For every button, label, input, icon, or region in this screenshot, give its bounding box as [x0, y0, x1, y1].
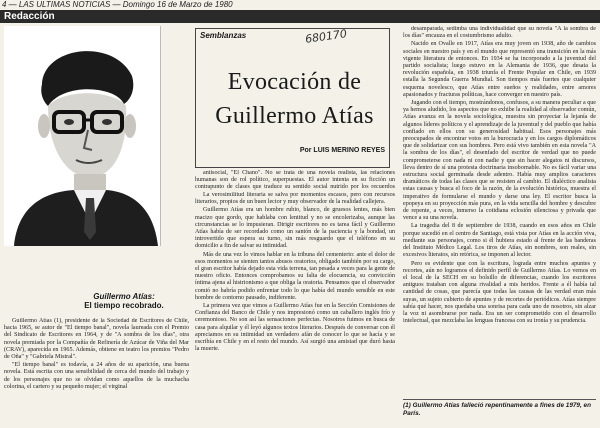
portrait-illustration	[4, 26, 160, 246]
section-header: Redacción	[0, 10, 600, 23]
paragraph: "El tiempo banal" es todavía, a 24 años de su aparición, una buena novela. Está escrita con una sensibilidad de cerca del mundo del trabajo y de los personajes que no se olvidan como aquellos de la muchacha colorina, el cartero y su pequeño mujer; el virginal	[4, 362, 189, 390]
portrait-photo	[4, 26, 161, 246]
article-byline: Por LUIS MERINO REYES	[299, 147, 385, 154]
paragraph: Pero es evidente que con la escritura, lograda entre muchos apuntes y recortes, aún no logramos el definido perfil de Guillermo Atías. Lo vemos en el local de la SECH en su bolsillo de diferencias, cuando los escritores antiguos trataban con alguna rivalidad a mis heridos. Frente a él había tal cantidad de cosas, que parecía que todas las causas de las verdad eran más suyas, un sujeto cubierto de apuntes y de recortes de periódicos. Atías siempre sabía qué hacer, nos quedaba una sonrisa para cada uno de nosotros, sin alzar la voz ni asombrarse por nada. Era un ser comprometido con el desarrollo intelectual, que mezclaba las lenguas francesa con su ironía y su prudencia.	[403, 260, 596, 325]
paragraph: Más de una vez lo vimos hablar en la tribuna del cementerio: ante el dolor de esos momentos se sienten tantos abusos oratorios, obligado también por su cargo, el gran escritor había dejado esta vida terrena, tan pesada a veces para la gente de nuestro oficio. Entonces comprobamos su falta de elocuencia, su convicción íntima ajena al histrionismo a que obliga la oratoria. Pensamos que el observador comió no habría podido enfrentar todo lo que había del mundo sensible en este hombre de contorno pausado, indiferente.	[195, 251, 395, 301]
paragraph: antisocial, "El Chano". No se trata de una novela realista, las relaciones humanas son de rol político, superpuestas. El autor intenta en su ficción un contrapunto de clases que traduce su sentido social nutrido por los recuerdos	[195, 170, 395, 190]
paragraph: Jugando con el tiempo, mostrándonos, confusos, a su manera peculiar a que ya hemos aludido, los aspectos que no exhibe la realidad al observador común, Atías avanza en la novela sociológica, muestra sin proyectar la lejanía de algunos líderes políticos y el aprendizaje de la juventud y del pueblo que había confiado en ellos con su generosidad habitual. Esos personajes más preocupados de encontrar votos en la burocracia y en los cargos diplomáticos que de solidarizar con sus hombres. Pero está vivo también en esta novela "A la sombra de los días", el desenfado del escritor de verdad que no puede comprometerse con nada ni con nadie y que sin hacer alegatos ni discursos, lleva dentro de sí una protesta doctrinaria insobornable. No es fácil variar una estructura social germinada desde adentro. Había muy amplios caracteres dramáticos de todas las clases que se resisten al cambio. El dialéctico analista estas causas y busca el foco de la razón, de la evolución histórica, muestra el imperativo de formularse el mundo y darse una ley. El escritor busca la epopeya en su proyección más pura, en la vida sencilla del hombre y descubre de repente, a veces, inmerso la cotidiana eclosión silenciosa y privada que vence a su una novela.	[403, 100, 596, 222]
paragraph: La verosimilitud literaria se salva por momentos escasos, pero con recursos literarios, propios de un buen lector y muy observador de la realidad callejera.	[195, 192, 395, 206]
article-title	[202, 65, 387, 133]
paragraph: La primera vez que vimos a Guillermo Atías fue en la Sección Comisiones de Confianza del Banco de Chile y nos impresionó como un caballero inglés frío y ceremonioso. No son así las sensaciones perfectas. Nosotros fuimos en busca de casa para alquilar y él leyó algunos textos literarios. Después de conversar con él apreciamos en su intimidad un verdadero afán de conocer lo que se hacía y se escribía en Chile y en el resto del mundo. Así surgió una amistad que duró hasta la muerte.	[195, 303, 395, 353]
article-column-left	[4, 318, 189, 426]
paragraph: La tragedia del 8 de septiembre de 1938, cuando en esos años en Chile porque sucedió en el centro de Santiago, está vista por Atías en la acción viva, mediante sus personajes, como si él hubiera estado al frente de las banderas del Instituto Médico Legal. Los tiros de Atías, sin nombres, son reales, sin excesivos literatos, sin retórica, se imponen al lector.	[403, 223, 596, 259]
paragraph: Nacido en Ovalle en 1917, Atías era muy joven en 1938, año de cambios sociales en nuestro país y en el mundo que representó una transición en la más vigente literatura de entonces. En 1934 se ha incorporado a la juventud del partido socialista; luego estuvo en la Alemania de 1936, que desata la revolución española, en 1938 triunfa el Frente Popular en Chile, en 1939 estalla la Segunda Guerra Mundial. Son tiempos más fuertes que cualquier esquema novelesco, que Atías entre sueños y realidades, entre amores apasionados y fracturas políticas, hace converger en nuestro país.	[403, 41, 596, 98]
photo-caption-text: El tiempo recobrado.	[84, 301, 164, 310]
headline-box	[195, 28, 390, 168]
article-footnote: (1) Guillermo Atías falleció repentinamente a fines de 1979, en París.	[403, 402, 591, 417]
article-column-right	[403, 26, 596, 394]
footnote-divider	[403, 399, 596, 400]
article-column-middle	[195, 192, 395, 426]
paragraph: Guillermo Atías (1), presidente de la Sociedad de Escritores de Chile, hacia 1965, se autor de "El tiempo banal", novela laureada con el Premio del Sindicato de Escritores en 1964, y de "A sombra de los días", otra novela premiada por la Compañía de Refinería de Azúcar de Viña del Mar (CRAV), aparecida en 1965. Además, obtiene en teatro los premios "Pedro de Oña" y "Gabriela Mistral".	[4, 318, 189, 361]
article-kicker: Semblanzas	[200, 31, 247, 40]
article-title-line-2: Guillermo Atías	[215, 103, 374, 129]
article-title-line-1: Evocación de	[227, 69, 362, 95]
paragraph: desamparada, sedimba una individualidad que su novela "A la sombra de los días" encauza en el costumbrismo adulto.	[403, 26, 596, 40]
handwritten-note: 680170	[304, 27, 348, 46]
paragraph: Guillermo Atías era un hombre rubio, blanco, de gruesos lentes, más bien macizo que gordo, que hablaba con lentitud y no se encolerizaba, aunque las circunstancias se lo impusieran. Dirigir escritores no es tarea fácil y Guillermo Atías había de ser recordado como un santón de la paciencia y la bondad, un introvertido que espera su turno, sin más resguardo que el teléfono en su domicilio a fin de salvar su intimidad.	[195, 207, 395, 250]
photo-caption-name: Guillermo Atías:	[93, 292, 155, 301]
running-head: 4 — LAS ULTIMAS NOTICIAS — Domingo 16 de Marzo de 1980	[2, 0, 233, 9]
article-column-middle-top	[195, 170, 395, 190]
